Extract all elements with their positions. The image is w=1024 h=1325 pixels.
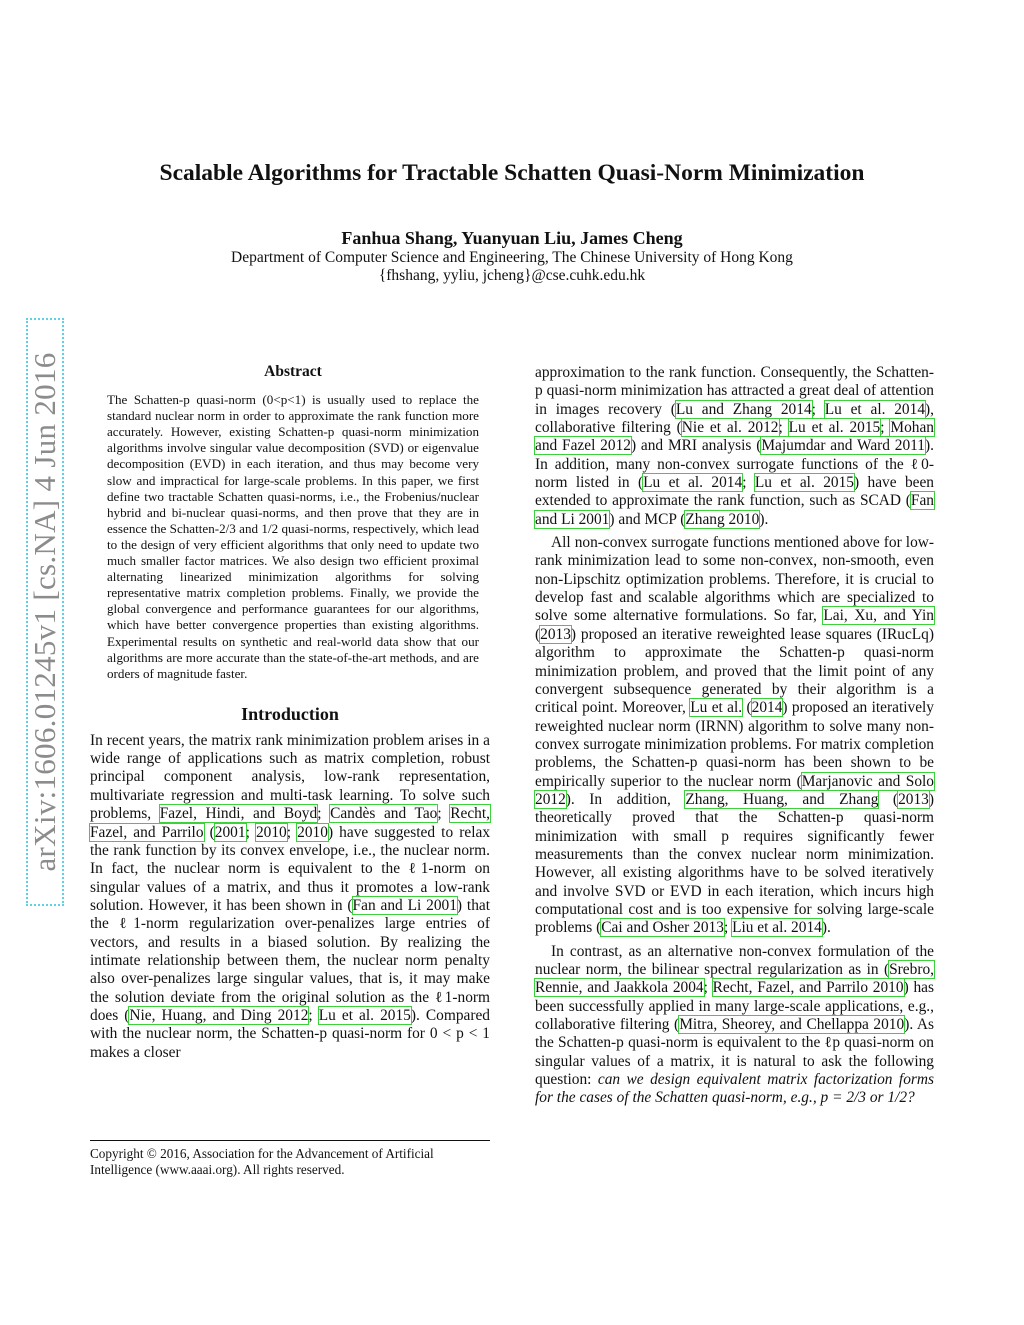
text-run: (: [878, 790, 899, 808]
citation-link[interactable]: Fan and Li 2001: [535, 492, 934, 528]
left-column: [90, 364, 490, 1062]
abstract: [107, 364, 479, 682]
text-run: ) has been successfully applied in many large-scale applications, e.g., collaborative filtering (: [535, 979, 934, 1034]
citation-link[interactable]: Nie, Huang, and Ding 2012: [129, 1006, 309, 1024]
citation-link[interactable]: Lai, Xu, and Yin: [823, 607, 934, 625]
research-question: can we design equivalent matrix factorization forms for the cases of the Schatten quasi-norm, e.g., p = 2/3 or 1/2?: [535, 1071, 935, 1107]
copyright-footnote: Copyright © 2016, Association for the Advancement of Artificial Intelligence (www.aaai.org). All rights reserved.: [90, 1140, 490, 1178]
right-paragraph-1: [535, 364, 934, 529]
text-run: approximation to the rank function. Consequently, the Schatten-p quasi-norm minimization has attracted a great deal of attention in images recovery (: [535, 364, 934, 418]
text-run: (: [742, 699, 752, 717]
text-run: ) theoretically proved that the Schatten-p quasi-norm minimization with small p requires significantly fewer measurements than the convex nuclear norm minimization. However, all existing algorithms have to be solved iteratively and involve SVD or EVD in each iteration, which incurs high computational cost and is too expensive for solving large-scale problems (: [535, 790, 934, 937]
text-run: ), collaborative filtering (: [535, 400, 934, 437]
text-run: ) that the ℓ1-norm regularization over-penalizes large entries of vectors, and results in a biased solution. By realizing the intimate relationship between them, the nuclear norm penalty also over-penalizes large singular values, that is, it may make the solution deviate from the original solution as the ℓ1-norm does (: [90, 896, 490, 1024]
citation-link[interactable]: Mohan and Fazel 2012: [535, 419, 934, 455]
text-run: ) proposed an iterative reweighted lease squares (IRucLq) algorithm to approximate the Schatten-p quasi-norm minimization problem, and proved that the limit point of any convergent subsequence generated by their algorithm is a critical point. Moreover,: [535, 625, 934, 717]
text-run: ) proposed an iteratively reweighted nuclear norm (IRNN) algorithm to solve many non-convex surrogate minimization problems. For matrix completion problems, the Schatten-p quasi-norm has been shown to be empirically superior to the nuclear norm (: [535, 699, 934, 790]
citation-link[interactable]: Zhang, Huang, and Zhang: [685, 790, 879, 808]
citation-link[interactable]: Recht, Fazel, and Parrilo 2010: [712, 979, 904, 997]
text-run: ) and MRI analysis (: [630, 437, 762, 455]
text-run: ;: [742, 474, 755, 492]
right-paragraph-2: [535, 534, 934, 938]
text-run: ;: [880, 419, 891, 437]
text-run: ;: [308, 1006, 319, 1024]
arxiv-stamp: [16, 316, 74, 908]
paper-authors: Fanhua Shang, Yuanyuan Liu, James Cheng: [341, 228, 683, 248]
paper-emails: {fhshang, yyliu, jcheng}@cse.cuhk.edu.hk: [378, 267, 646, 284]
paper-title: Scalable Algorithms for Tractable Schatten Quasi-Norm Minimization: [159, 160, 865, 186]
text-run: In contrast, as an alternative non-convex formulation of the nuclear norm, the bilinear spectral regularization as in (: [535, 942, 934, 978]
right-paragraph-3: [535, 943, 934, 1108]
text-run: In recent years, the matrix rank minimization problem arises in a wide range of applications such as matrix completion, robust principal component analysis, low-rank representation, multivariate regression and multi-task learning. To solve such problems,: [90, 731, 490, 823]
text-run: ). As the Schatten-p quasi-norm is equivalent to the ℓp quasi-norm on singular values of a matrix, it is natural to ask the following question:: [535, 1016, 935, 1089]
text-run: (: [535, 625, 541, 643]
citation-link[interactable]: Lu et al. 2015: [318, 1006, 411, 1024]
citation-link[interactable]: Srebro, Rennie, and Jaakkola 2004: [535, 961, 934, 997]
right-column-body: [535, 364, 934, 1108]
citation-link[interactable]: Zhang 2010: [685, 510, 760, 528]
text-run: ;: [317, 805, 331, 823]
text-run: ;: [778, 419, 789, 437]
citation-link[interactable]: Lu et al. 2014: [643, 474, 743, 492]
introduction-body: [90, 732, 490, 1062]
text-run: ).: [821, 919, 831, 937]
citation-link[interactable]: Fazel, Hindi, and Boyd: [159, 805, 318, 823]
citation-link[interactable]: Fan and Li 2001: [352, 896, 457, 914]
citation-link[interactable]: Candès and Tao: [330, 805, 438, 823]
text-run: All non-convex surrogate functions mentioned above for low-rank minimization lead to some non-convex, non-smooth, even non-Lipschitz optimization problems. Therefore, it is crucial to develop fast and scalable algorithms which are specialized to solve some alternative formulations. So far,: [535, 534, 934, 625]
abstract-text: The Schatten-p quasi-norm (0<p<1) is usually used to replace the standard nuclear norm in order to approximate the rank function more accurately. However, existing Schatten-p quasi-norm minimization algorithms involve singular value decomposition (SVD) or eigenvalue decomposition (EVD) in each iteration, and thus may become very slow and impractical for large-scale problems. In this paper, we first define two tractable Schatten quasi-norms, i.e., the Frobenius/nuclear hybrid and bi-nuclear quasi-norms, and then prove that they are in essence the Schatten-2/3 and 1/2 quasi-norms, respectively, which lead to the design of very efficient algorithms that only need to update two much smaller factor matrices. We also design two efficient proximal alternating linearized minimization algorithms for solving representative matrix completion problems. Finally, we provide the global convergence and performance guarantees for our algorithms, which have better convergence properties than existing algorithms. Experimental results on synthetic and real-world data show that our algorithms are more accurate than the state-of-the-art methods, and are orders of magnitude faster.: [107, 392, 479, 681]
abstract-heading: Abstract: [264, 363, 322, 380]
text-run: ) and MCP (: [609, 510, 686, 528]
text-run: ;: [245, 823, 256, 841]
citation-link[interactable]: Lu et al. 2015: [788, 419, 881, 437]
text-run: ).: [759, 510, 769, 528]
citation-link[interactable]: 2010: [297, 823, 328, 841]
citation-link[interactable]: 2010: [255, 823, 287, 841]
text-run: ) have suggested to relax the rank function by its convex envelope, i.e., the nuclear norm. In fact, the nuclear norm is equivalent to the ℓ1-norm on singular values of a matrix, and thus it promotes a low-rank solution. However, it has been shown in (: [90, 823, 491, 914]
text-run: ;: [811, 400, 825, 418]
citation-link[interactable]: 2013: [540, 625, 571, 643]
text-run: ). In addition, many non-convex surrogate functions of the ℓ0-norm listed in (: [535, 437, 934, 492]
paper-affiliation: Department of Computer Science and Engineering, The Chinese University of Hong Kong: [231, 249, 793, 266]
text-run: ;: [703, 979, 713, 997]
text-run: (: [203, 823, 215, 841]
right-column: [535, 364, 934, 1108]
citation-link[interactable]: Mitra, Sheorey, and Chellappa 2010: [679, 1016, 905, 1034]
citation-link[interactable]: Lu et al.: [690, 699, 743, 717]
citation-link[interactable]: Liu et al. 2014: [732, 919, 822, 937]
citation-link[interactable]: 2013: [898, 790, 929, 808]
citation-link[interactable]: Marjanovic and Solo 2012: [535, 772, 934, 808]
text-run: ;: [437, 805, 451, 823]
intro-paragraph-1: [90, 732, 490, 1062]
citation-link[interactable]: Cai and Osher 2013: [601, 919, 724, 937]
text-run: ;: [286, 823, 298, 841]
citation-link[interactable]: Recht, Fazel, and Parrilo: [90, 805, 490, 841]
citation-link[interactable]: Nie et al. 2012: [681, 419, 779, 437]
citation-link[interactable]: 2014: [751, 699, 783, 717]
text-run: ). In addition,: [565, 790, 686, 808]
text-run: ;: [723, 919, 733, 937]
citation-link[interactable]: 2001: [214, 823, 246, 841]
text-run: ). Compared with the nuclear norm, the Schatten-p quasi-norm for 0 < p < 1 makes a closer: [90, 1006, 491, 1061]
text-run: ) have been extended to approximate the rank function, such as SCAD (: [535, 474, 934, 510]
citation-link[interactable]: Majumdar and Ward 2011: [761, 437, 926, 455]
introduction-heading: Introduction: [241, 703, 339, 724]
arxiv-stamp-text: arXiv:1606.01245v1 [cs.NA] 4 Jun 2016: [27, 352, 62, 872]
citation-link[interactable]: Lu and Zhang 2014: [675, 400, 812, 418]
citation-link[interactable]: Lu et al. 2015: [754, 474, 854, 492]
citation-link[interactable]: Lu et al. 2014: [824, 400, 926, 418]
